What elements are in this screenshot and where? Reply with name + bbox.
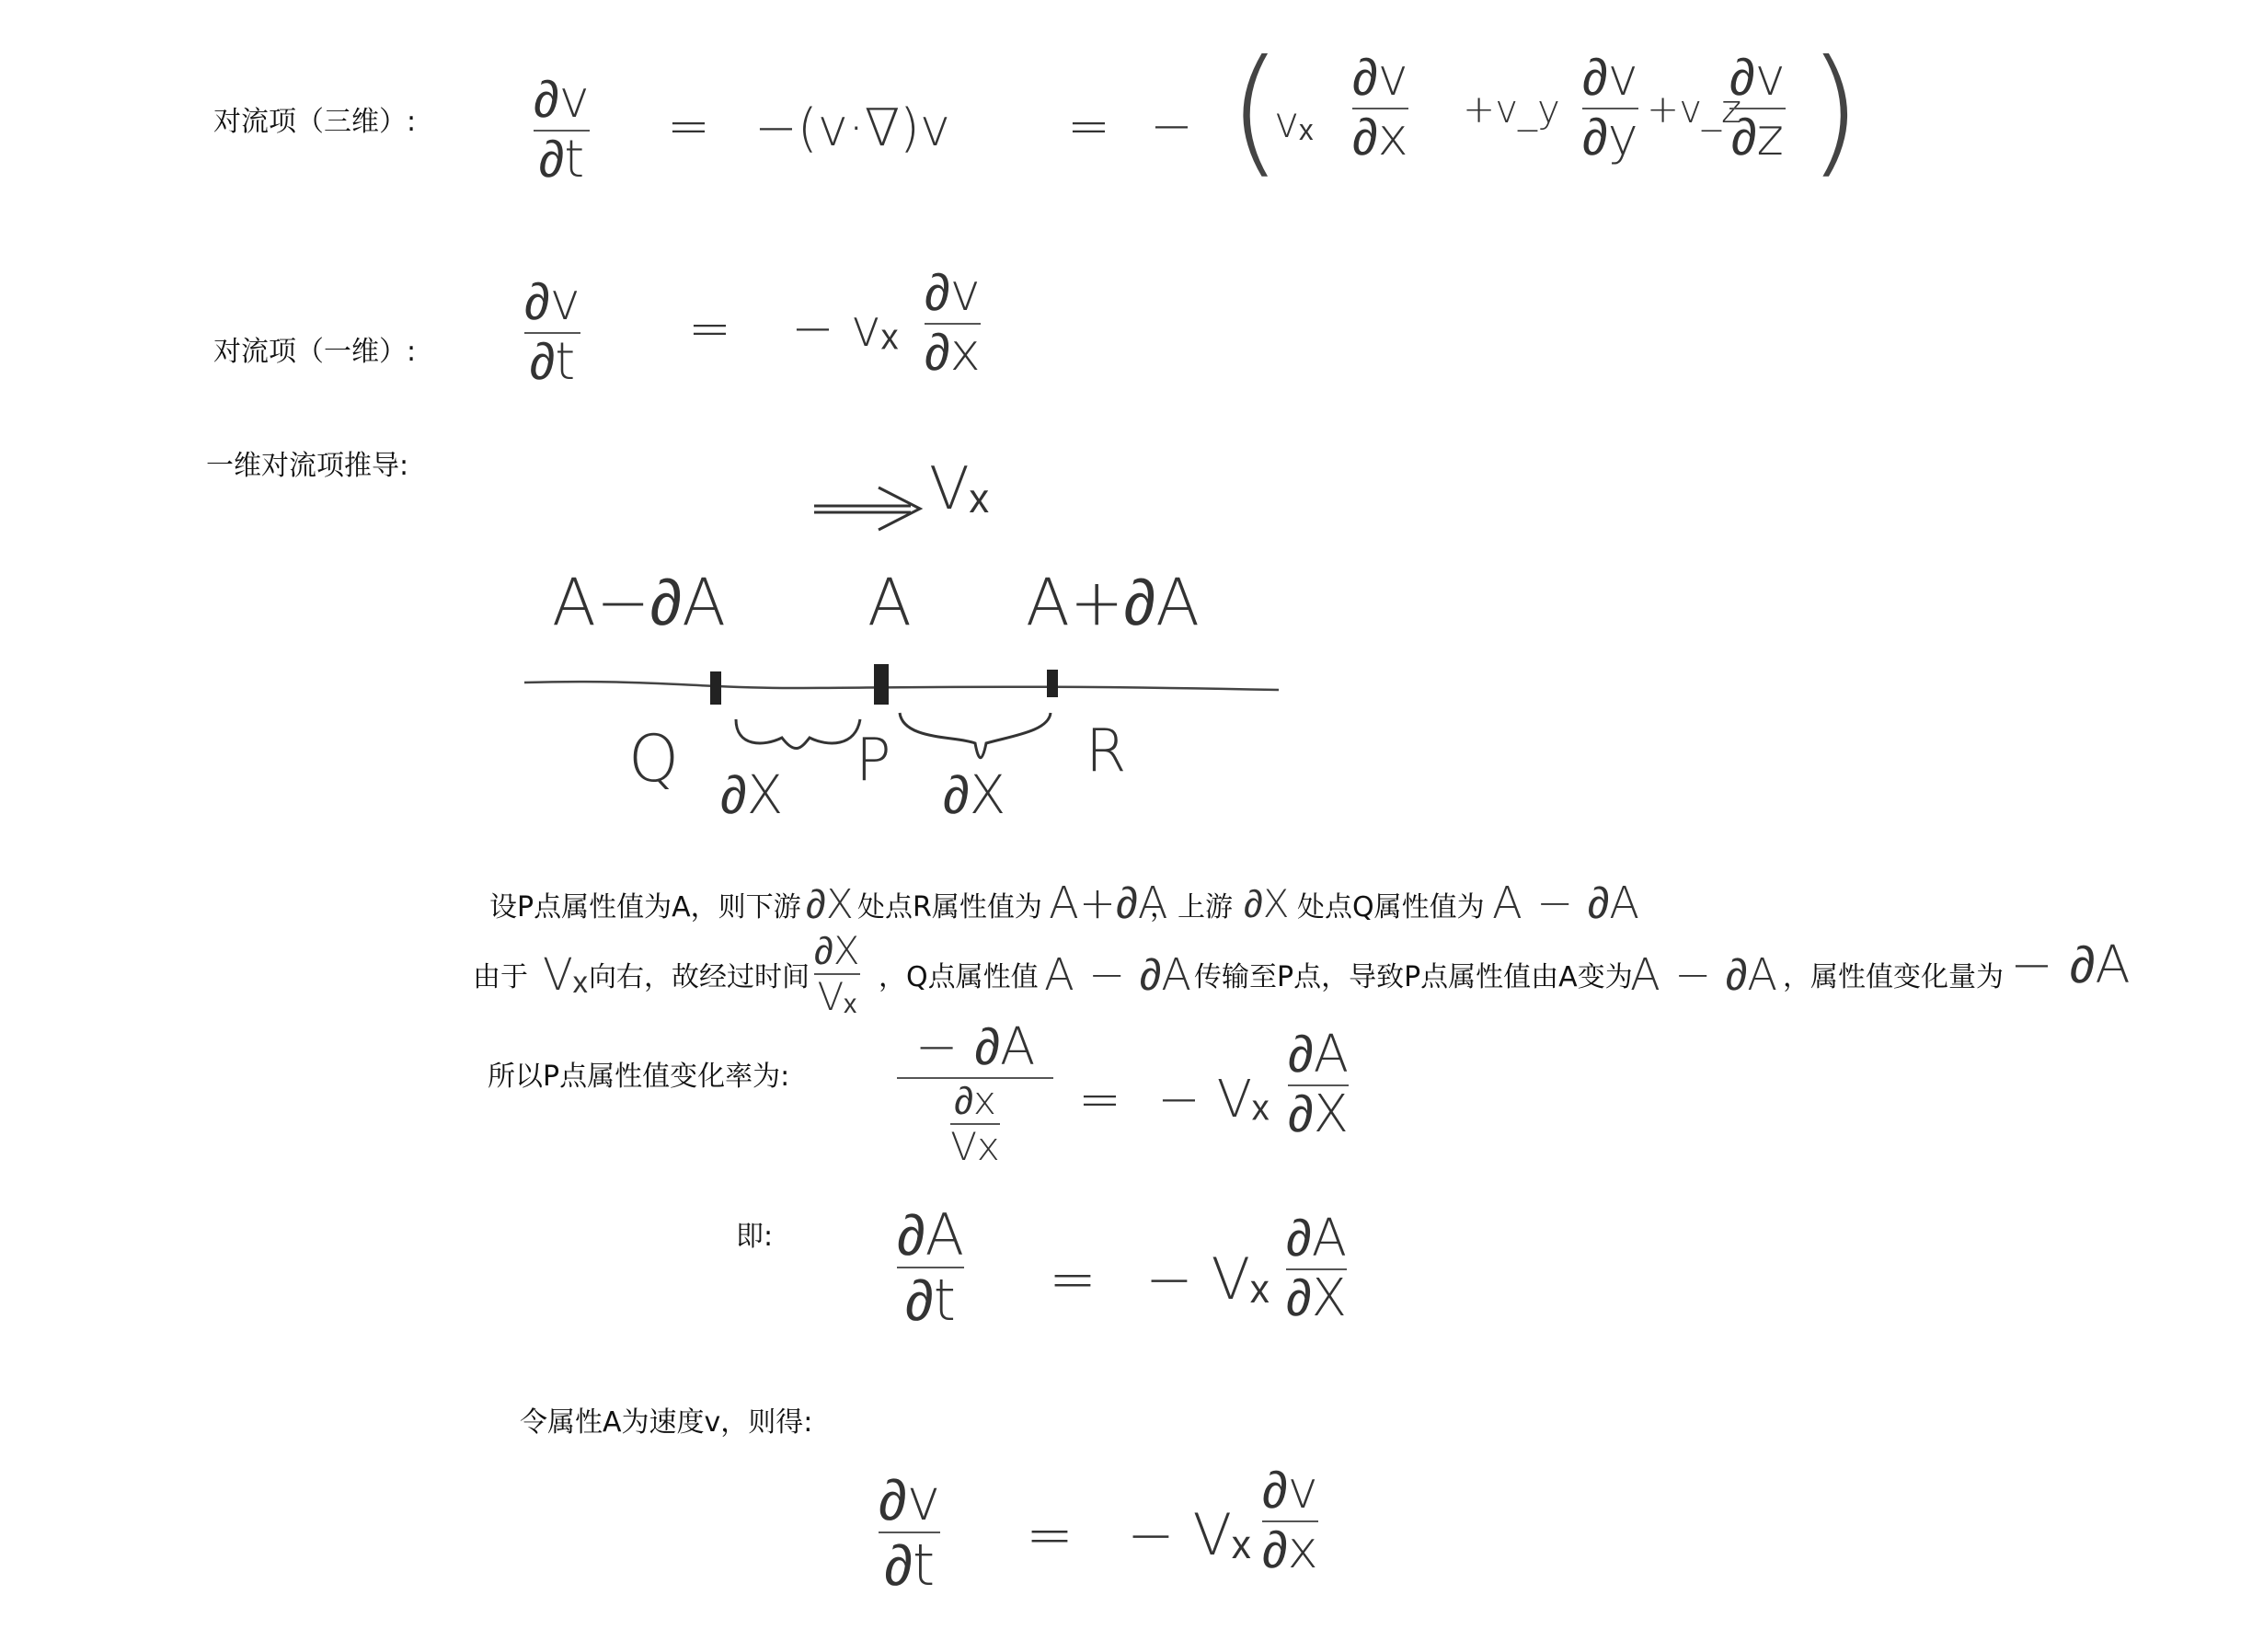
eq3d-t2-num: ∂v [1582,48,1638,108]
eq3d-t2-coef: +v_y [1463,86,1560,132]
text-line1-part4: 处点Q属性值为 [1297,891,1485,924]
eq3d-close-paren: ) [1808,31,1862,191]
eq3d-t1-coef: vₓ [1274,98,1314,147]
text-line2-time-fraction [814,928,860,1020]
eq-ie-coef: − Vₓ [1145,1245,1270,1313]
eq-rate-rhs-num: ∂A [1288,1025,1350,1084]
eq3d-open-paren: ( [1228,31,1282,191]
eq3d-t1-den: ∂x [1352,107,1408,167]
diagram-velocity-label: Vₓ [929,455,989,523]
axis-line [524,682,1279,690]
diagram-left-value: A−∂A [552,565,727,640]
eq-final-lhs-den: ∂t [884,1532,936,1600]
diagram-point-p: P [856,727,891,795]
eq-rate-rhs-fraction [1288,1025,1350,1144]
eq3d-lhs-num: ∂v [534,70,590,130]
diagram-point-q: Q [628,721,680,797]
eq-ie-rhs-den: ∂X [1286,1268,1348,1328]
eq-rate-inner-den: Vx [950,1123,1000,1169]
eq3d-t3-num: ∂v [1729,48,1786,108]
eq-final-equals: = [1026,1501,1074,1568]
label-convection-3d: 对流项（三维）: [213,106,417,138]
eq-final-coef: − Vₓ [1127,1501,1251,1568]
eq-final-lhs-num: ∂v [879,1466,941,1533]
eq3d-lhs-den: ∂t [538,129,585,189]
eq-final-rhs-num: ∂v [1262,1461,1318,1520]
eq-rate-rhs-den: ∂X [1288,1084,1350,1144]
text-line2-part4: 传输至P点，导致P点属性值由A变为 [1194,961,1633,993]
text-line1-dx1: ∂X [806,881,854,928]
eq-ie-rhs-fraction [1286,1209,1348,1328]
eq1d-equals: = [688,299,731,359]
point-q-mark [710,671,721,705]
label-convection-1d: 对流项（一维）: [213,336,417,368]
point-p-mark [874,664,889,705]
eq-rate-inner-num: ∂x [954,1077,996,1123]
eq3d-t3-den: ∂z [1730,107,1784,167]
diagram-center-value: A [867,565,912,640]
eq3d-t3-coef: +v_z [1647,86,1742,132]
label-derivation-title: 一维对流项推导: [206,450,409,482]
text-line1-expr2: A − ∂A [1492,878,1640,929]
text-line1-part1: 设P点属性值为A，则下游 [489,891,801,924]
eq-ie-rhs-num: ∂A [1286,1209,1348,1268]
brace-left [736,719,860,749]
eq3d-t1-num: ∂v [1352,48,1408,108]
text-line1-dx2: ∂X [1244,881,1290,926]
label-rate-of-change: 所以P点属性值变化率为: [488,1061,790,1093]
text-line2-expr1: A − ∂A [1044,949,1192,1001]
eq-final-lhs-fraction [879,1466,941,1600]
eq1d-rhs-coef: − vₓ [791,299,899,359]
eq3d-equals-1: = [667,97,710,156]
text-line2-part5: ，属性值变化量为 [1783,961,2004,993]
eq-final-rhs-fraction [1262,1461,1318,1580]
text-line1-part2: 处点R属性值为 [857,891,1042,924]
eq1d-rhs-den: ∂x [925,322,981,383]
eq-ie-equals: = [1049,1245,1097,1313]
eq3d-mid-term: −(v·∇)v [754,98,951,158]
eq-rate-inner-fraction [950,1077,1000,1169]
eq3d-equals-2: = [1067,97,1110,156]
diagram-dx-right: ∂X [943,763,1006,826]
diagram-right-value: A+∂A [1026,565,1201,640]
eq1d-lhs-den: ∂t [529,331,576,392]
label-that-is: 即: [736,1221,774,1253]
diagram-point-r: R [1086,717,1127,786]
eq-ie-lhs-den: ∂t [905,1267,956,1335]
brace-right [900,713,1051,758]
velocity-arrow-icon [814,488,920,530]
text-line1-expr1: A+∂A [1049,878,1168,929]
eq-rate-coef: − Vₓ [1157,1070,1270,1130]
eq-rate-equals: = [1078,1070,1121,1130]
eq1d-rhs-num: ∂v [925,263,981,323]
text-line2-expr2: A − ∂A [1630,949,1778,1001]
text-line1-part3: ，上游 [1150,891,1233,924]
eq3d-minus: − [1150,97,1193,156]
text-line2-frac-num: ∂X [814,928,860,973]
eq-ie-lhs-num: ∂A [897,1201,965,1268]
eq-rate-lhs-fraction [897,1017,1053,1169]
diagram-dx-left: ∂X [720,763,784,826]
text-line2-part3: ，Q点属性值 [879,961,1039,993]
eq-rate-num: − ∂A [914,1017,1036,1077]
eq1d-lhs-num: ∂v [524,272,580,332]
eq3d-t2-den: ∂y [1582,107,1638,167]
eq-final-rhs-den: ∂x [1262,1520,1318,1580]
text-line2-part1: 由于 [473,961,528,993]
eq-ie-lhs-fraction [897,1201,965,1335]
label-let-attr-velocity: 令属性A为速度v，则得: [520,1406,813,1439]
text-line2-vx: Vₓ [543,949,588,1001]
text-line2-frac-den: Vₓ [817,974,857,1020]
text-line2-expr3: − ∂A [2010,935,2131,995]
text-line2-part2: 向右，故经过时间 [589,961,810,993]
point-r-mark [1047,670,1058,697]
